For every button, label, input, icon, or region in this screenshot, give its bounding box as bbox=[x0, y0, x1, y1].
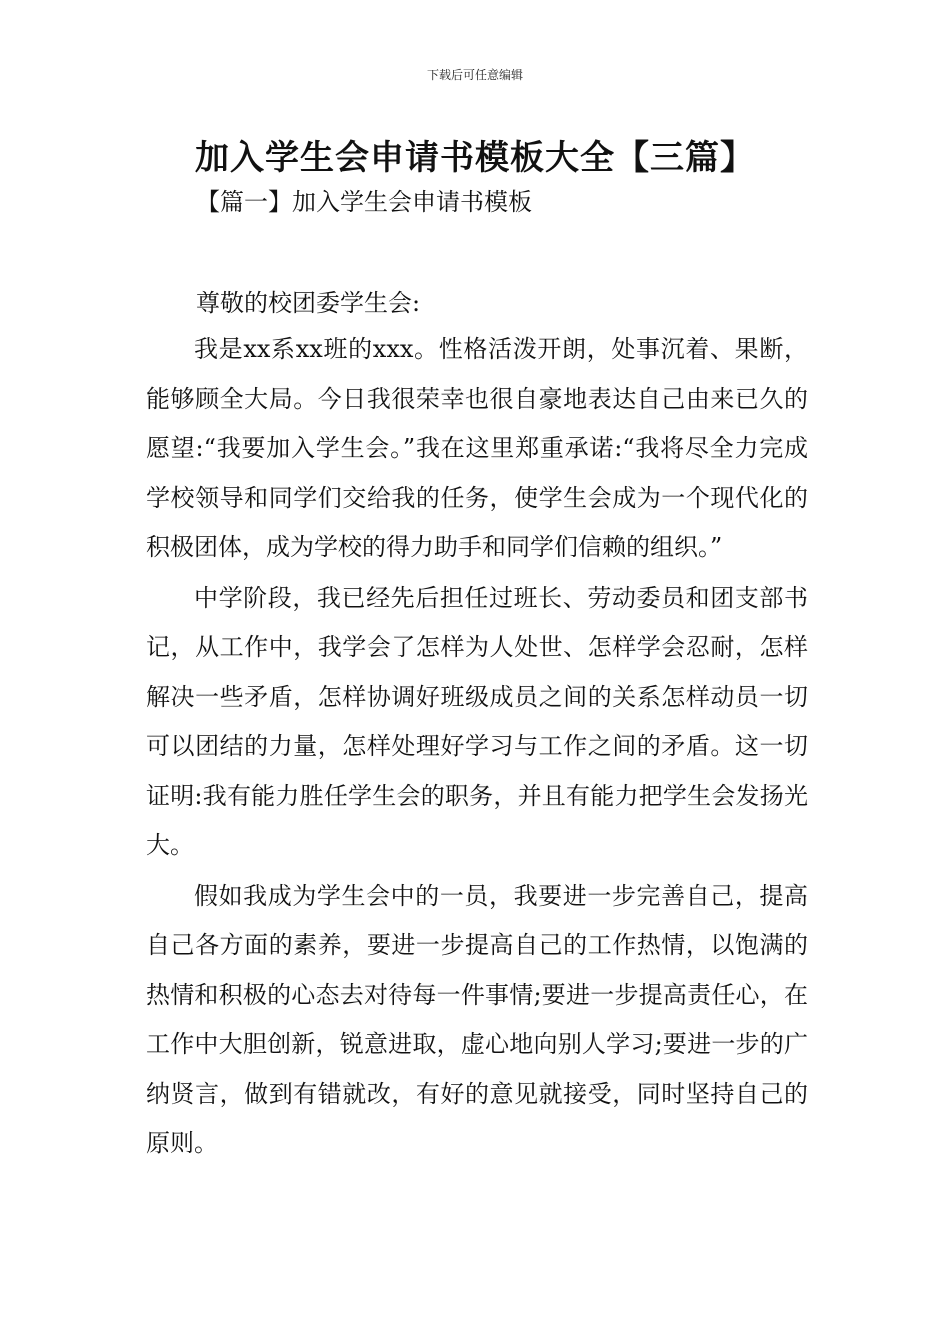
letter-body bbox=[146, 325, 808, 1170]
paragraph-2: 中学阶段，我已经先后担任过班长、劳动委员和团支部书记，从工作中，我学会了怎样为人处世、怎样学会忍耐，怎样解决一些矛盾，怎样协调好班级成员之间的关系怎样动员一切可以团结的力量，怎样处理好学习与工作之间的矛盾。这一切证明:我有能力胜任学生会的职务，并且有能力把学生会发扬光大。 bbox=[146, 583, 808, 859]
salutation: 尊敬的校团委学生会: bbox=[196, 289, 421, 317]
paragraph-1: 我是xx系xx班的xxx。性格活泼开朗，处事沉着、果断，能够顾全大局。今日我很荣幸也很自豪地表达自己由来已久的愿望:“我要加入学生会。”我在这里郑重承诺:“我将尽全力完成学校领导和同学们交给我的任务，使学生会成为一个现代化的积极团体，成为学校的得力助手和同学们信赖的组织。” bbox=[146, 335, 808, 561]
section-title: 【篇一】加入学生会申请书模板 bbox=[196, 188, 532, 216]
header-note: 下载后可任意编辑 bbox=[426, 68, 523, 82]
paragraph-3: 假如我成为学生会中的一员，我要进一步完善自己，提高自己各方面的素养，要进一步提高自己的工作热情，以饱满的热情和积极的心态去对待每一件事情;要进一步提高责任心，在工作中大胆创新，锐意进取，虚心地向别人学习;要进一步的广纳贤言，做到有错就改，有好的意见就接受，同时坚持自己的原则。 bbox=[146, 881, 808, 1157]
document-title: 加入学生会申请书模板大全【三篇】 bbox=[195, 138, 755, 178]
